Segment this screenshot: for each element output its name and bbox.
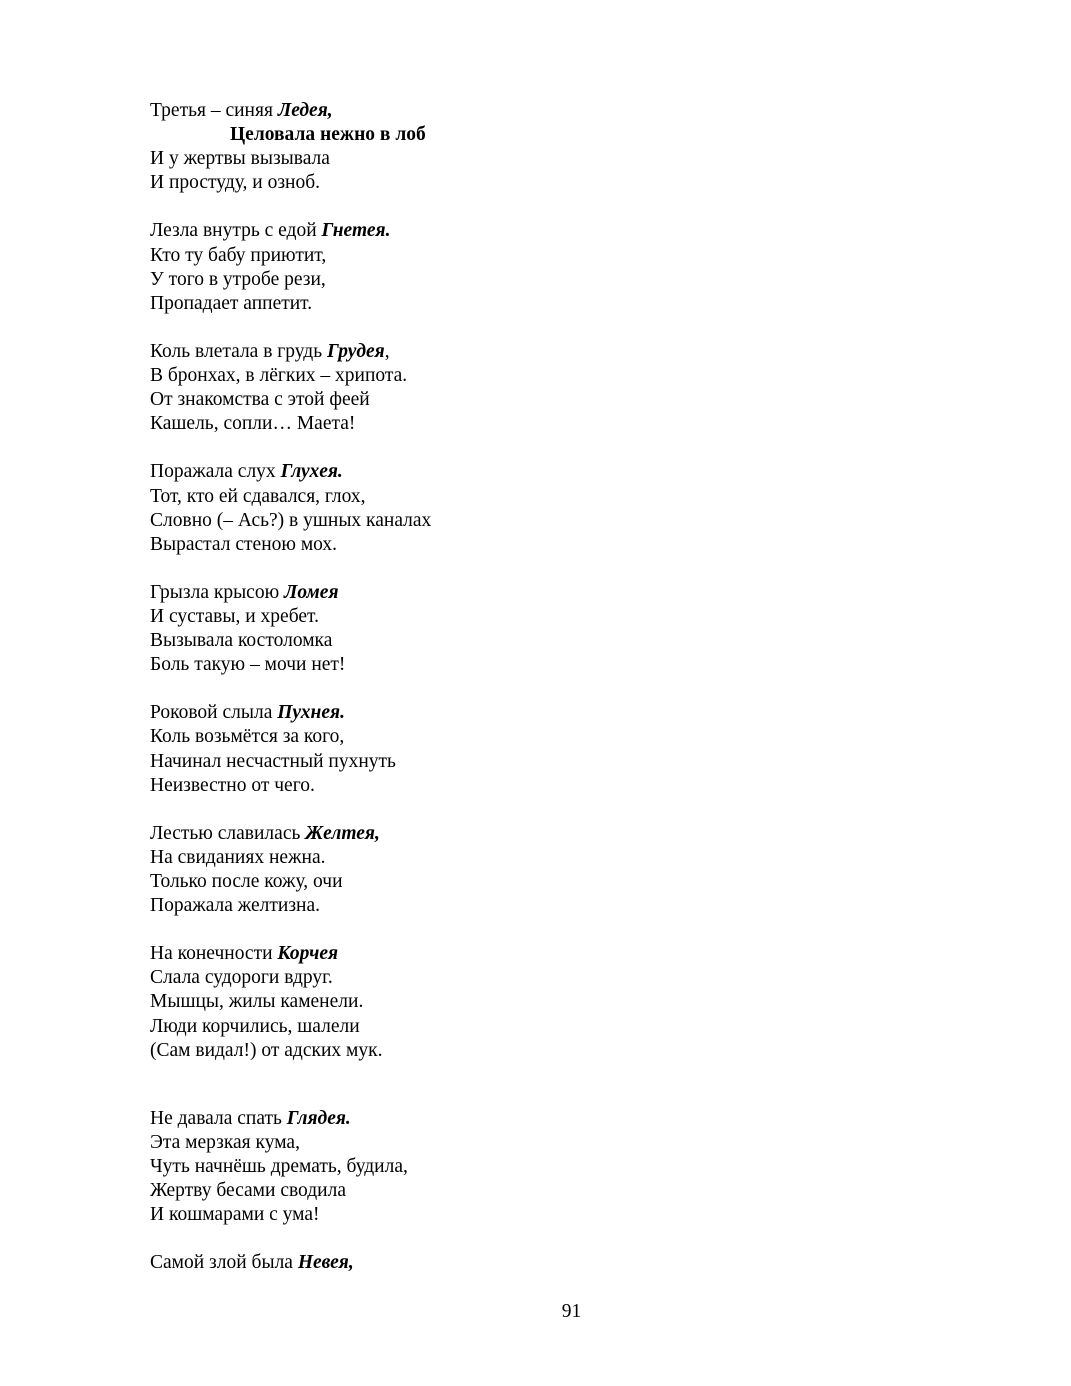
poem-line — [150, 219, 850, 243]
line-text: Самой злой была — [150, 1252, 298, 1274]
fairy-name: Гнетея. — [321, 220, 391, 242]
poem-line — [150, 99, 850, 123]
line-text: Лезла внутрь с едой — [150, 220, 322, 242]
poem-line: Эта мерзкая кума, — [150, 1131, 300, 1153]
poem-line: Только после кожу, очи — [150, 871, 343, 892]
poem-text — [150, 99, 850, 1275]
poem-line: В бронхах, в лёгких – хрипота. — [150, 365, 408, 387]
poem-line: От знакомства с этой феей — [150, 389, 370, 411]
poem-line: И суставы, и хребет. — [150, 605, 319, 627]
line-text: Не давала спать — [150, 1107, 287, 1129]
poem-line — [150, 1107, 850, 1131]
fairy-name: Невея, — [297, 1252, 354, 1274]
poem-line: Начинал несчастный пухнуть — [150, 750, 396, 772]
line-text: , — [384, 340, 390, 362]
line-text: На конечности — [150, 943, 278, 965]
poem-line — [150, 340, 850, 364]
fairy-name: Глухея. — [280, 461, 343, 483]
poem-line: Вызывала костоломка — [150, 630, 333, 652]
poem-line: Коль возьмётся за кого, — [150, 726, 345, 748]
poem-line: Слала судороги вдруг. — [150, 967, 333, 989]
fairy-name: Желтея, — [305, 822, 380, 844]
poem-line: Тот, кто ей сдавался, глох, — [150, 485, 366, 507]
poem-line: Кашель, сопли… Маета! — [150, 413, 356, 435]
fairy-name: Пухнея. — [277, 702, 345, 724]
poem-line: (Сам видал!) от адских мук. — [150, 1039, 383, 1061]
poem-line: И кошмарами с ума! — [150, 1204, 320, 1226]
poem-line: Неизвестно от чего. — [150, 774, 315, 796]
poem-line: Словно (– Ась?) в ушных каналах — [150, 509, 432, 531]
line-text: Лестью славилась — [150, 822, 306, 844]
poem-line: И у жертвы вызывала — [150, 148, 330, 170]
poem-line: У того в утробе рези, — [150, 268, 326, 290]
fairy-name: Ледея, — [277, 100, 333, 121]
poem-line: Пропадает аппетит. — [150, 292, 313, 314]
poem-line: Люди корчились, шалели — [150, 1015, 360, 1037]
fairy-name: Ломея — [284, 581, 339, 603]
line-text: Роковой слыла — [150, 702, 278, 724]
poem-line: На свиданиях нежна. — [150, 846, 326, 868]
poem-line — [150, 822, 850, 846]
poem-line: Вырастал стеною мох. — [150, 533, 338, 555]
poem-line: Мышцы, жилы каменели. — [150, 991, 364, 1013]
poem-line: Жертву бесами сводила — [150, 1180, 346, 1202]
poem-line: Боль такую – мочи нет! — [150, 654, 346, 676]
fairy-name: Глядея. — [286, 1107, 351, 1129]
poem-line — [150, 701, 850, 725]
line-text: Грызла крысою — [150, 581, 285, 603]
poem-line: Чуть начнёшь дремать, будила, — [150, 1155, 408, 1177]
fairy-name: Корчея — [277, 943, 339, 965]
poem-line: Поражала желтизна. — [150, 895, 321, 917]
poem-line — [150, 581, 850, 605]
poem-line — [150, 1251, 850, 1275]
poem-line — [150, 942, 850, 966]
poem-line: Кто ту бабу приютит, — [150, 244, 327, 266]
fairy-name: Грудея — [327, 340, 385, 362]
line-text: Третья – синяя — [150, 100, 278, 121]
poem-line: И простуду, и озноб. — [150, 172, 321, 194]
poem-line-bold: Целовала нежно в лоб — [230, 124, 426, 146]
poem-line — [150, 460, 850, 484]
line-text: Коль влетала в грудь — [150, 340, 327, 362]
page-number: 91 — [561, 1301, 582, 1322]
line-text: Поражала слух — [150, 461, 281, 483]
